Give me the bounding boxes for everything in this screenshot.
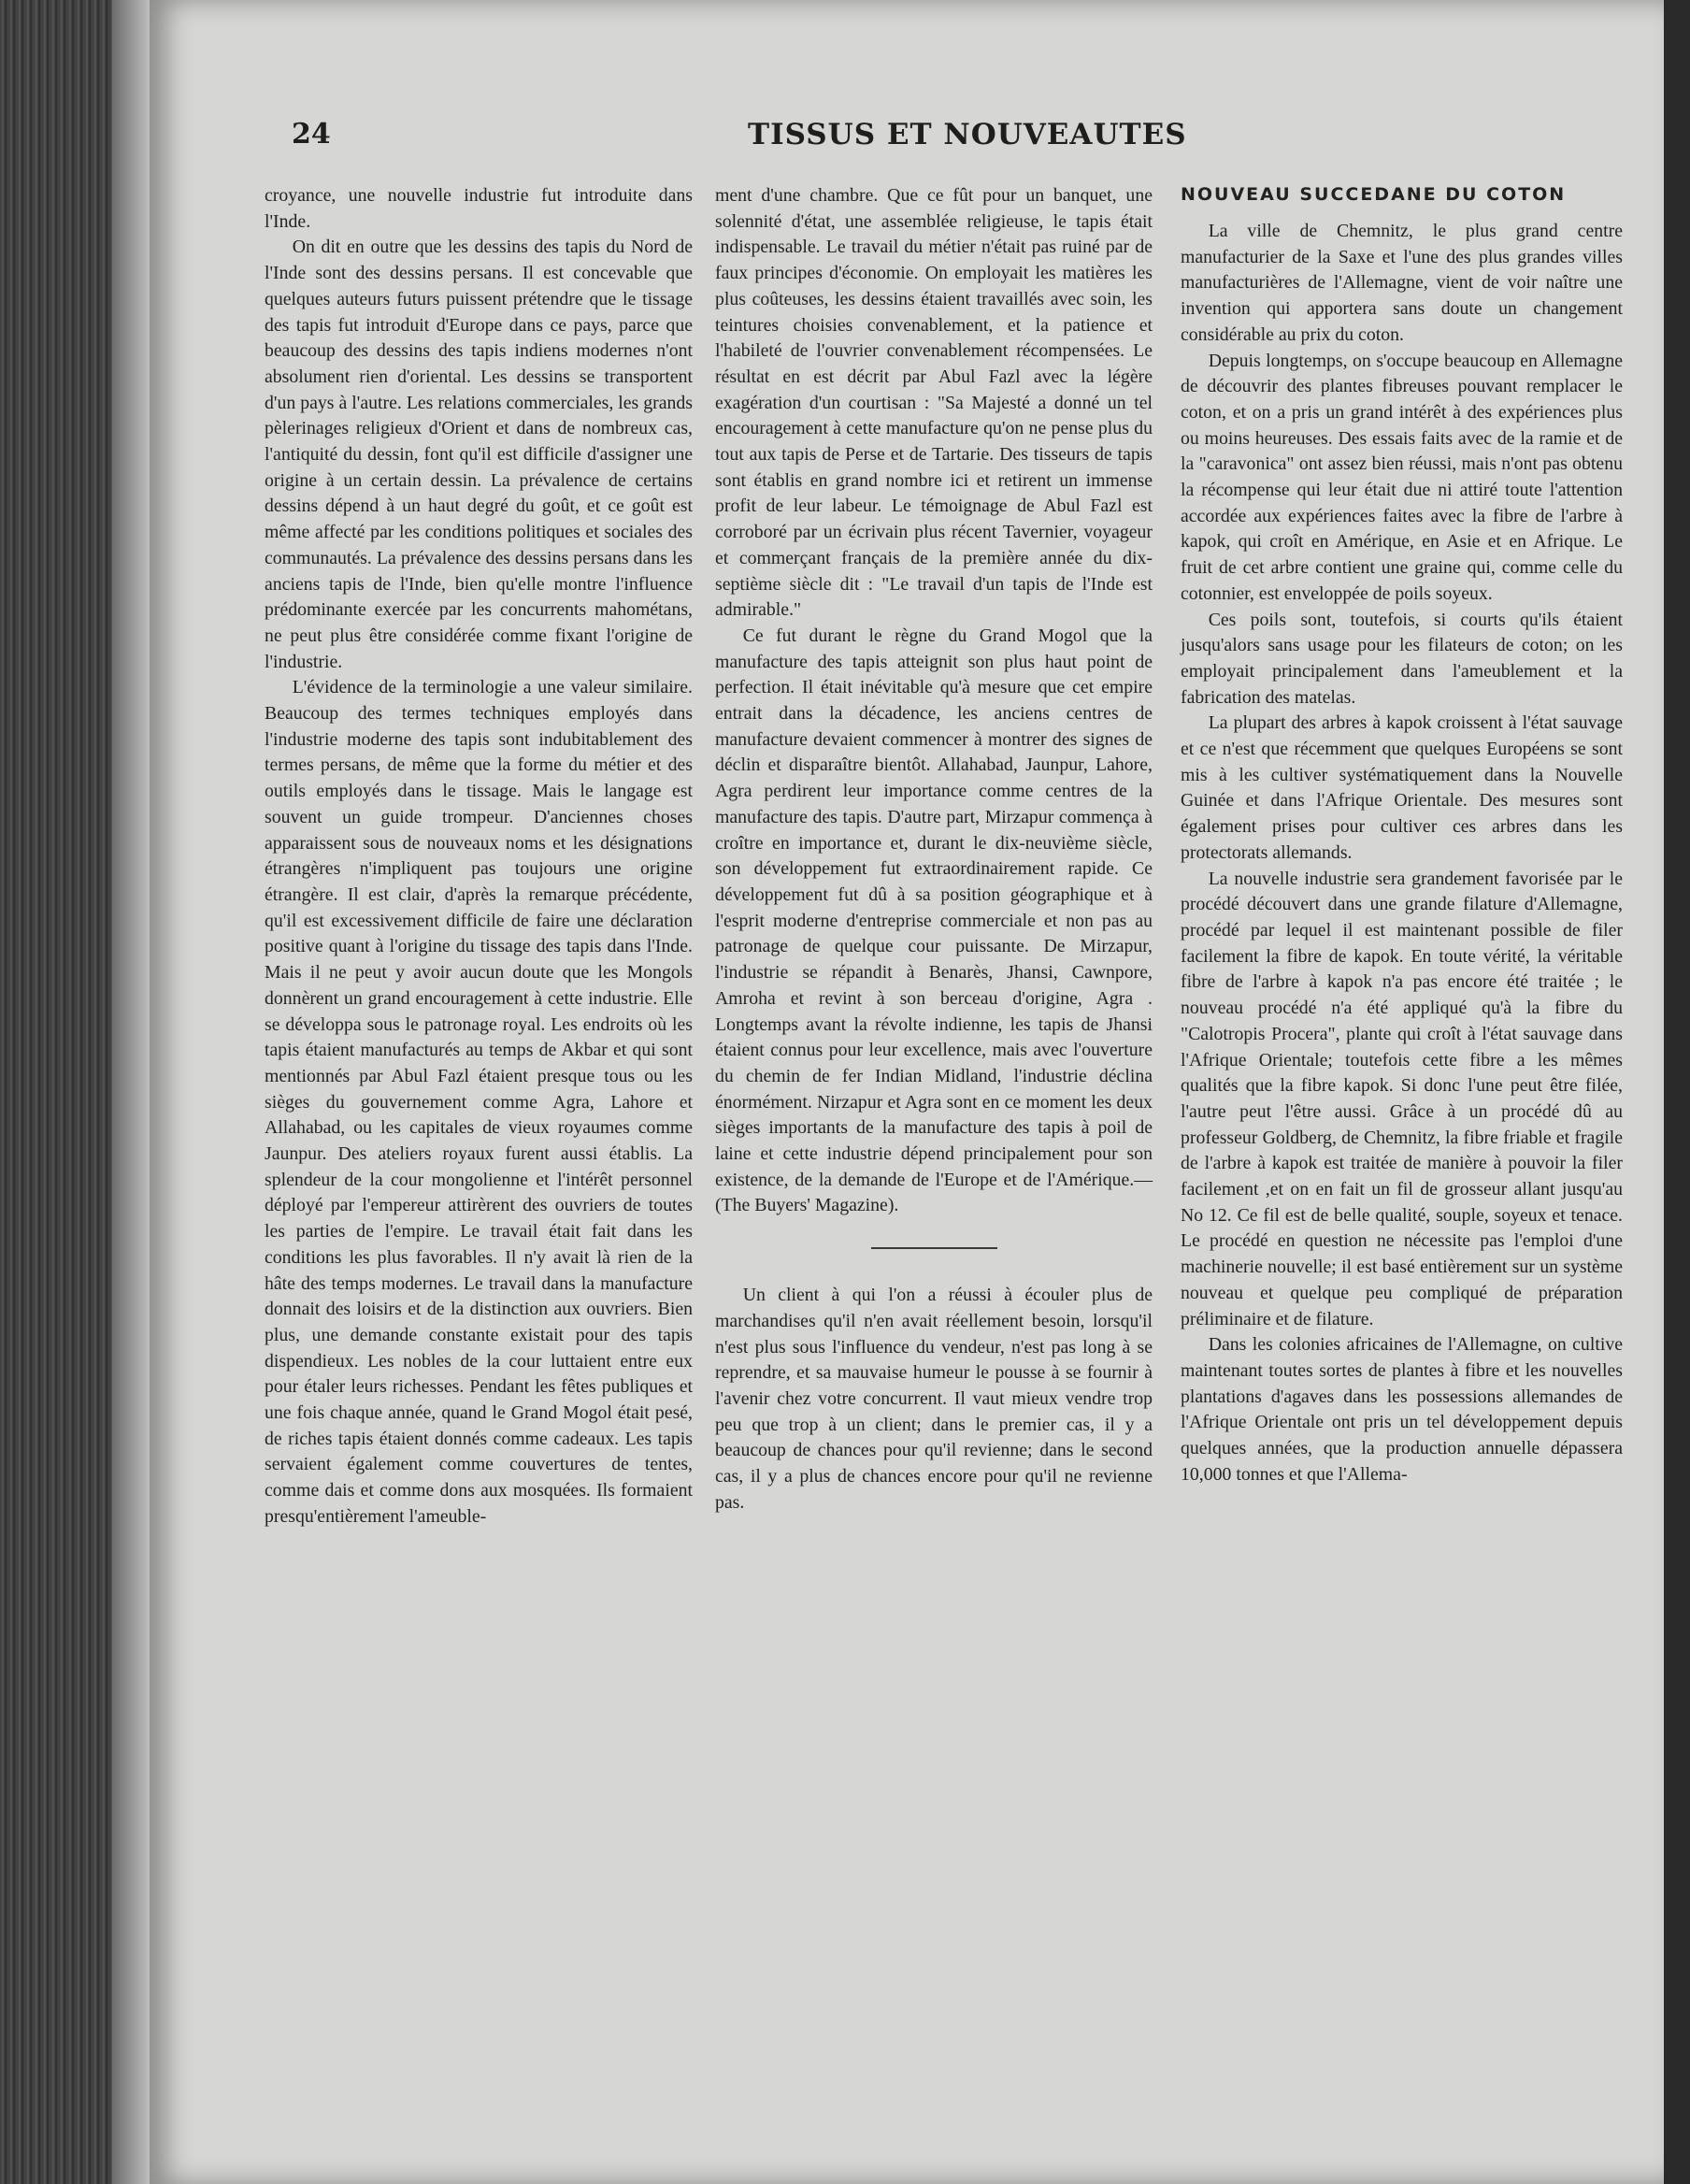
- article-separator-rule: [871, 1247, 997, 1249]
- paragraph: Depuis longtemps, on s'occupe beaucoup en Allemagne de découvrir des plantes fibreuses pouvant remplacer le coton, et on a pris un grand intérêt à des expériences plus ou moins heureuses. Des essais faits avec de la ramie et de la "caravonica" ont assez bien réussi, mais n'ont pas obtenu la récompense qui leur était due ni attiré toute l'attention accordée aux expériences faites avec la fibre de l'arbre à kapok, qui croît en Amérique, en Asie et en Afrique. Le fruit de cet arbre contient une graine qui, comme celle du cotonnier, est enveloppée de poils soyeux.: [1181, 350, 1623, 604]
- paragraph: La nouvelle industrie sera grandement favorisée par le procédé découvert dans une grande filature d'Allemagne, procédé par lequel il est maintenant possible de filer facilement la fibre de kapok. En toute vérité, la véritable fibre de l'arbre à kapok n'a pas encore été traitée ; le nouveau procédé n'a été appliqué qu'à la fibre du "Calotropis Procera", plante qui croît à l'état sauvage dans l'Afrique Orientale; toutefois cette fibre a les mêmes qualités que la fibre kapok. Si donc l'une peut être filée, l'autre peut l'être aussi. Grâce à un procédé dû au professeur Goldberg, de Chemnitz, la fibre friable et fragile de l'arbre à kapok est traitée de manière à pouvoir la filer facilement ,et on en fait un fil de grosseur allant jusqu'au No 12. Ce fil est de belle qualité, souple, soyeux et tenace. Le procédé en question ne nécessite pas l'emploi d'une machinerie nouvelle; il est basé entièrement sur un système nouveau et quelque peu compliqué de préparation préliminaire et de filature.: [1181, 868, 1623, 1329]
- magazine-page: [150, 0, 1664, 2184]
- book-gutter-shadow: [112, 0, 154, 2184]
- text-column-1: [265, 183, 693, 1530]
- paragraph: On dit en outre que les dessins des tapis du Nord de l'Inde sont des dessins persans. Il est concevable que quelques auteurs futurs puissent prétendre que le tissage des tapis fut introduit d'Europe dans ce pays, parce que beaucoup des dessins des tapis indiens modernes n'ont absolument rien d'oriental. Les dessins se transportent d'un pays à l'autre. Les relations commerciales, les grands pèlerinages religieux d'Orient et dans de nombreux cas, l'antiquité du dessin, font qu'il est difficile d'assigner une origine à un certain dessin. La prévalence de certains dessins dépend à un haut degré du goût, et ce goût est même affecté par les conditions politiques et sociales des communautés. La prévalence des dessins persans dans les anciens tapis de l'Inde, bien qu'elle montre l'influence prédominante exercée par les concurrents mahométans, ne peut plus être considérée comme fixant l'origine de l'industrie.: [265, 237, 693, 672]
- running-head: [150, 114, 1664, 157]
- paragraph: croyance, une nouvelle industrie fut introduite dans l'Inde.: [265, 185, 693, 232]
- paragraph: La ville de Chemnitz, le plus grand centre manufacturier de la Saxe et l'une des plus grandes villes manufacturières de l'Allemagne, vient de voir naître une invention qui apportera sans doute un changement considérable au prix du coton.: [1181, 221, 1623, 345]
- paragraph: Ces poils sont, toutefois, si courts qu'ils étaient jusqu'alors sans usage pour les filateurs de coton; on les employait principalement dans l'ameublement et la fabrication des matelas.: [1181, 609, 1623, 708]
- paragraph: L'évidence de la terminologie a une valeur similaire. Beaucoup des termes techniques employés dans l'industrie moderne des tapis sont indubitablement des termes persans, de même que la forme du métier et des outils employés dans le tissage. Mais le langage est souvent un guide trompeur. D'anciennes choses apparaissent sous de nouveaux noms et les désignations étrangères n'impliquent pas toujours une origine étrangère. Il est clair, d'après la remarque précédente, qu'il est excessivement difficile de faire une déclaration positive quant à l'origine du tissage des tapis dans l'Inde. Mais il ne peut y avoir aucun doute que les Mongols donnèrent un grand encouragement à cette industrie. Elle se développa sous le patronage royal. Les endroits où les tapis étaient manufacturés au temps de Akbar et qui sont mentionnés par Abul Fazl étaient presque tous ou les sièges du gouvernement comme Agra, Lahore et Allahabad, ou les capitales de vieux royaumes comme Jaunpur. Des ateliers royaux furent aussi établis. La splendeur de la cour mongolienne et l'intérêt personnel déployé par l'empereur attirèrent des ouvriers de toutes les parties de l'empire. Le travail était fait dans les conditions les plus favorables. Il n'y avait là rien de la hâte des temps modernes. Le travail dans la manufacture donnait des loisirs et de la distinction aux ouvriers. Bien plus, une demande constante existait pour des tapis dispendieux. Les nobles de la cour luttaient entre eux pour étaler leurs richesses. Pendant les fêtes publiques et une fois chaque année, quand le Grand Mogol était pesé, de riches tapis étaient donnés comme cadeaux. Les tapis servaient également comme couvertures de tentes, comme dais et comme dons aux mosquées. Ils formaient presqu'entièrement l'ameuble-: [265, 677, 693, 1527]
- scan-background-right: [1664, 0, 1690, 2184]
- paragraph: ment d'une chambre. Que ce fût pour un banquet, une solennité d'état, une assemblée religieuse, le tapis était indispensable. Le travail du métier n'était pas ruiné par de faux principes d'économie. On employait les matières les plus coûteuses, les dessins étaient travaillés avec soin, les teintures choisies convenablement, et la patience et l'habileté de l'ouvrier convenablement récompensées. Le résultat en est décrit par Abul Fazl avec la légère exagération d'un courtisan : "Sa Majesté a donné un tel encouragement à cette manufacture qu'on ne pense plus du tout aux tapis de Perse et de Tartarie. Des tisseurs de tapis sont établis en grand nombre ici et retirent un immense profit de leur labeur. Le témoignage de Abul Fazl est corroboré par un écrivain plus récent Tavernier, voyageur et commerçant français de la première année du dix-septième siècle dit : "Le travail d'un tapis de l'Inde est admirable.": [715, 185, 1153, 621]
- page-number: 24: [292, 118, 331, 151]
- paragraph: La plupart des arbres à kapok croissent à l'état sauvage et ce n'est que récemment que quelques Européens se sont mis à les cultiver systématiquement dans la Nouvelle Guinée et dans l'Afrique Orientale. Des mesures sont également prises pour cultiver ces arbres dans les protectorats allemands.: [1181, 712, 1623, 863]
- journal-title: TISSUS ET NOUVEAUTES: [748, 118, 1187, 151]
- text-column-3: [1181, 183, 1623, 1487]
- paragraph: Dans les colonies africaines de l'Allemagne, on cultive maintenant toutes sortes de plantes à fibre et les nouvelles plantations d'agaves dans les possessions allemandes de l'Afrique Orientale ont pris un tel développement depuis quelques années, que la production annuelle dépassera 10,000 tonnes et que l'Allema-: [1181, 1334, 1623, 1485]
- article-title: NOUVEAU SUCCEDANE DU COTON: [1181, 184, 1567, 205]
- text-column-2: [715, 183, 1153, 1516]
- paragraph: Un client à qui l'on a réussi à écouler plus de marchandises qu'il n'en avait réellement besoin, lorsqu'il n'est plus sous l'influence du vendeur, n'est pas long à se reprendre, et sa mauvaise humeur le pousse à se fournir à l'avenir chez votre concurrent. Il vaut mieux vendre trop peu que trop à un client; dans le premier cas, il y a beaucoup de chances pour qu'il revienne; dans le second cas, il y a plus de chances encore pour qu'il ne revienne pas.: [715, 1285, 1153, 1513]
- paragraph: Ce fut durant le règne du Grand Mogol que la manufacture des tapis atteignit son plus haut point de perfection. Il était inévitable qu'à mesure que cet empire entrait dans la décadence, les anciens centres de manufacture devaient commencer à montrer des signes de déclin et disparaître bientôt. Allahabad, Jaunpur, Lahore, Agra perdirent leur importance comme centres de la manufacture des tapis. D'autre part, Mirzapur commença à croître en importance et, durant le dix-neuvième siècle, son développement fut extraordinairement rapide. Ce développement fut dû à sa position géographique et à l'esprit moderne d'entreprise commerciale et non pas au patronage de quelque cour puissante. De Mirzapur, l'industrie se répandit à Benarès, Jhansi, Cawnpore, Amroha et revint à son berceau d'origine, Agra . Longtemps avant la révolte indienne, les tapis de Jhansi étaient connus pour leur excellence, mais avec l'ouverture du chemin de fer Indian Midland, l'industrie déclina énormément. Nirzapur et Agra sont en ce moment les deux sièges importants de la manufacture des tapis à poil de laine et cette industrie dépend principalement pour son existence, de la demande de l'Europe et de l'Amérique.—(The Buyers' Magazine).: [715, 625, 1153, 1216]
